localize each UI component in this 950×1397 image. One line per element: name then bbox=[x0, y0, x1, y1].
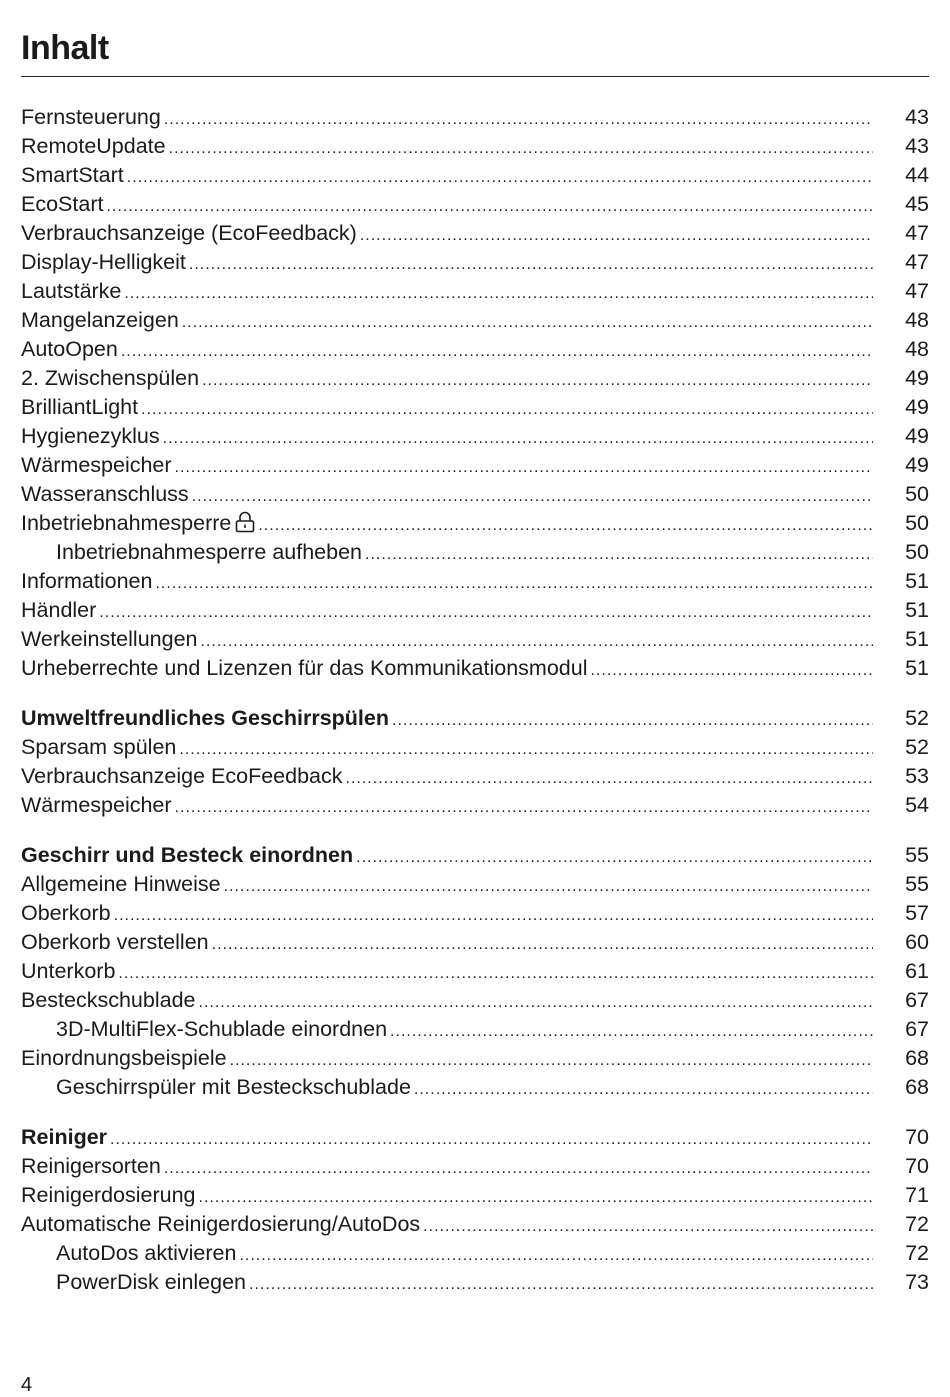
dot-leader bbox=[121, 337, 873, 366]
toc-subentry[interactable] bbox=[21, 1073, 929, 1102]
dot-leader bbox=[199, 988, 874, 1017]
dot-leader bbox=[164, 105, 873, 134]
toc-entry[interactable] bbox=[21, 248, 929, 277]
toc-entry-text: Werkeinstellungen bbox=[21, 627, 198, 651]
toc-entry-label bbox=[21, 791, 172, 820]
toc-entry[interactable] bbox=[21, 1210, 929, 1239]
toc-subentry[interactable] bbox=[21, 1015, 929, 1044]
toc-page-number: 52 bbox=[905, 706, 929, 730]
toc-entry[interactable] bbox=[21, 567, 929, 596]
toc-entry-label bbox=[21, 928, 209, 957]
toc-subentry[interactable] bbox=[21, 1239, 929, 1268]
toc-entry-label bbox=[21, 704, 389, 733]
toc-entry-label bbox=[21, 132, 166, 161]
toc-section bbox=[21, 1123, 929, 1297]
toc-page-number: 72 bbox=[905, 1241, 929, 1265]
toc-entry-label bbox=[21, 567, 152, 596]
dot-leader bbox=[164, 1154, 873, 1183]
toc-entry-text: Geschirr und Besteck einordnen bbox=[21, 843, 354, 867]
toc-page-number: 70 bbox=[905, 1125, 929, 1149]
dot-leader bbox=[414, 1075, 873, 1104]
toc-entry-label bbox=[21, 422, 160, 451]
toc-entry[interactable] bbox=[21, 957, 929, 986]
toc-subentry[interactable] bbox=[21, 538, 929, 567]
toc-entry-label bbox=[21, 1123, 107, 1152]
toc-entry-label bbox=[21, 509, 255, 541]
dot-leader bbox=[249, 1270, 873, 1299]
toc-entry-label bbox=[56, 1268, 246, 1297]
toc-entry-label bbox=[21, 957, 115, 986]
toc-page-number: 43 bbox=[905, 105, 929, 129]
toc-entry-text: Hygienezyklus bbox=[21, 424, 160, 448]
dot-leader bbox=[127, 163, 873, 192]
toc-entry-label bbox=[21, 306, 179, 335]
toc-entry-label bbox=[21, 1210, 420, 1239]
dot-leader bbox=[212, 930, 873, 959]
toc-page-number: 67 bbox=[905, 988, 929, 1012]
dot-leader bbox=[258, 511, 873, 540]
toc-page-number: 61 bbox=[905, 959, 929, 983]
toc-page-number: 57 bbox=[905, 901, 929, 925]
toc-page-number: 43 bbox=[905, 134, 929, 158]
dot-leader bbox=[155, 569, 873, 598]
toc-entry-text: AutoDos aktivieren bbox=[56, 1241, 237, 1265]
toc-entry[interactable] bbox=[21, 306, 929, 335]
toc-entry[interactable] bbox=[21, 986, 929, 1015]
toc-entry-label bbox=[21, 480, 189, 509]
toc-page-number: 45 bbox=[905, 192, 929, 216]
toc-page-number: 51 bbox=[905, 569, 929, 593]
toc-page-number: 70 bbox=[905, 1154, 929, 1178]
dot-leader bbox=[192, 482, 873, 511]
toc-entry-label bbox=[21, 1152, 161, 1181]
toc-entry[interactable] bbox=[21, 132, 929, 161]
toc-page-number: 73 bbox=[905, 1270, 929, 1294]
toc-entry-text: Informationen bbox=[21, 569, 153, 593]
toc-entry-label bbox=[21, 733, 176, 762]
toc-entry[interactable] bbox=[21, 161, 929, 190]
dot-leader bbox=[182, 308, 873, 337]
toc-entry-label bbox=[21, 451, 172, 480]
toc-entry-label bbox=[21, 625, 197, 654]
toc-entry-label bbox=[21, 161, 124, 190]
toc-page-number: 48 bbox=[905, 337, 929, 361]
toc-entry[interactable] bbox=[21, 733, 929, 762]
toc-page-number: 50 bbox=[905, 482, 929, 506]
toc-entry-text: 2. Zwischenspülen bbox=[21, 366, 200, 390]
toc-page-number: 68 bbox=[905, 1046, 929, 1070]
toc-subentry[interactable] bbox=[21, 1268, 929, 1297]
toc-entry-text: Allgemeine Hinweise bbox=[21, 872, 221, 896]
padlock-icon bbox=[235, 511, 255, 541]
toc-entry-text: Display-Helligkeit bbox=[21, 250, 186, 274]
dot-leader bbox=[175, 453, 873, 482]
toc-page-number: 49 bbox=[905, 453, 929, 477]
toc-page-number: 67 bbox=[905, 1017, 929, 1041]
toc-page-number: 48 bbox=[905, 308, 929, 332]
table-of-contents bbox=[21, 103, 929, 1297]
dot-leader bbox=[199, 1183, 874, 1212]
toc-entry-label bbox=[56, 1239, 236, 1268]
toc-entry-label bbox=[21, 899, 111, 928]
toc-entry-label bbox=[21, 393, 138, 422]
dot-leader bbox=[230, 1046, 873, 1075]
toc-entry-label bbox=[21, 1181, 196, 1210]
toc-entry-text: 3D-MultiFlex-Schublade einordnen bbox=[56, 1017, 388, 1041]
dot-leader bbox=[423, 1212, 873, 1241]
dot-leader bbox=[179, 735, 873, 764]
dot-leader bbox=[360, 221, 873, 250]
toc-section bbox=[21, 704, 929, 820]
toc-entry-text: Oberkorb bbox=[21, 901, 111, 925]
toc-entry-text: Automatische Reinigerdosierung/AutoDos bbox=[21, 1212, 421, 1236]
toc-entry-label bbox=[21, 986, 196, 1015]
toc-entry-text: Reiniger bbox=[21, 1125, 108, 1149]
toc-entry-text: Händler bbox=[21, 598, 97, 622]
toc-entry[interactable] bbox=[21, 1152, 929, 1181]
dot-leader bbox=[356, 843, 873, 872]
toc-entry-text: Fernsteuerung bbox=[21, 105, 161, 129]
toc-entry[interactable] bbox=[21, 899, 929, 928]
toc-page-number: 51 bbox=[905, 598, 929, 622]
toc-entry[interactable] bbox=[21, 451, 929, 480]
toc-entry-text: Oberkorb verstellen bbox=[21, 930, 209, 954]
toc-entry-text: Inbetriebnahmesperre bbox=[21, 511, 232, 535]
toc-entry-label bbox=[56, 1015, 387, 1044]
toc-page-number: 68 bbox=[905, 1075, 929, 1099]
toc-entry-label bbox=[21, 219, 357, 248]
toc-entry[interactable] bbox=[21, 335, 929, 364]
dot-leader bbox=[392, 706, 873, 735]
toc-chapter-entry[interactable] bbox=[21, 704, 929, 733]
toc-entry[interactable] bbox=[21, 190, 929, 219]
footer-page-number: 4 bbox=[21, 1374, 33, 1396]
toc-entry-text: Unterkorb bbox=[21, 959, 116, 983]
toc-page-number: 72 bbox=[905, 1212, 929, 1236]
dot-leader bbox=[390, 1017, 873, 1046]
toc-entry-label bbox=[21, 596, 96, 625]
toc-entry-label bbox=[21, 277, 121, 306]
toc-entry-text: Verbrauchsanzeige (EcoFeedback) bbox=[21, 221, 357, 245]
toc-page-number: 47 bbox=[905, 279, 929, 303]
dot-leader bbox=[224, 872, 873, 901]
toc-entry-text: Wärmespeicher bbox=[21, 793, 172, 817]
toc-entry-text: Urheberrechte und Lizenzen für das Kommunikationsmodul bbox=[21, 656, 588, 680]
toc-entry[interactable] bbox=[21, 393, 929, 422]
toc-entry[interactable] bbox=[21, 219, 929, 248]
toc-entry-label bbox=[56, 1073, 411, 1102]
toc-page-number: 71 bbox=[905, 1183, 929, 1207]
toc-entry[interactable] bbox=[21, 791, 929, 820]
toc-entry[interactable] bbox=[21, 596, 929, 625]
dot-leader bbox=[346, 764, 873, 793]
toc-page-number: 55 bbox=[905, 872, 929, 896]
toc-page-number: 49 bbox=[905, 366, 929, 390]
toc-page-number: 53 bbox=[905, 764, 929, 788]
toc-section bbox=[21, 841, 929, 1102]
dot-leader bbox=[239, 1241, 873, 1270]
title-divider bbox=[21, 76, 929, 77]
dot-leader bbox=[110, 1125, 873, 1154]
toc-entry-text: Einordnungsbeispiele bbox=[21, 1046, 227, 1070]
toc-section bbox=[21, 103, 929, 683]
toc-entry-label bbox=[21, 103, 161, 132]
toc-page-number: 50 bbox=[905, 511, 929, 535]
dot-leader bbox=[163, 424, 873, 453]
toc-entry-label bbox=[21, 841, 353, 870]
toc-entry[interactable] bbox=[21, 762, 929, 791]
toc-entry-label bbox=[21, 248, 186, 277]
toc-entry-label bbox=[21, 654, 587, 683]
toc-entry-text: Geschirrspüler mit Besteckschublade bbox=[56, 1075, 411, 1099]
toc-entry-text: Wärmespeicher bbox=[21, 453, 172, 477]
toc-entry-text: Besteckschublade bbox=[21, 988, 196, 1012]
toc-page-number: 60 bbox=[905, 930, 929, 954]
toc-entry-text: Inbetriebnahmesperre aufheben bbox=[56, 540, 362, 564]
dot-leader bbox=[124, 279, 873, 308]
dot-leader bbox=[141, 395, 873, 424]
toc-entry-text: PowerDisk einlegen bbox=[56, 1270, 247, 1294]
toc-page-number: 49 bbox=[905, 395, 929, 419]
toc-entry-label bbox=[21, 364, 199, 393]
toc-entry-text: Sparsam spülen bbox=[21, 735, 177, 759]
toc-entry[interactable] bbox=[21, 103, 929, 132]
toc-entry-text: AutoOpen bbox=[21, 337, 118, 361]
toc-entry-text: Reinigersorten bbox=[21, 1154, 161, 1178]
toc-entry-text: BrilliantLight bbox=[21, 395, 139, 419]
toc-entry[interactable] bbox=[21, 1044, 929, 1073]
dot-leader bbox=[175, 793, 873, 822]
toc-page-number: 47 bbox=[905, 221, 929, 245]
dot-leader bbox=[189, 250, 873, 279]
dot-leader bbox=[365, 540, 873, 569]
toc-entry[interactable] bbox=[21, 422, 929, 451]
toc-entry-text: Verbrauchsanzeige EcoFeedback bbox=[21, 764, 343, 788]
toc-page-number: 52 bbox=[905, 735, 929, 759]
dot-leader bbox=[114, 901, 873, 930]
dot-leader bbox=[99, 598, 873, 627]
toc-page-number: 44 bbox=[905, 163, 929, 187]
toc-entry-text: RemoteUpdate bbox=[21, 134, 166, 158]
toc-page-number: 49 bbox=[905, 424, 929, 448]
toc-entry[interactable] bbox=[21, 1181, 929, 1210]
toc-entry[interactable] bbox=[21, 364, 929, 393]
toc-entry-text: Mangelanzeigen bbox=[21, 308, 179, 332]
toc-page-number: 51 bbox=[905, 656, 929, 680]
toc-entry-text: EcoStart bbox=[21, 192, 104, 216]
toc-entry[interactable] bbox=[21, 654, 929, 683]
toc-page-number: 47 bbox=[905, 250, 929, 274]
toc-entry[interactable] bbox=[21, 625, 929, 654]
dot-leader bbox=[590, 656, 873, 685]
toc-entry-text: Lautstärke bbox=[21, 279, 122, 303]
toc-page-number: 54 bbox=[905, 793, 929, 817]
toc-entry[interactable] bbox=[21, 509, 929, 538]
toc-entry[interactable] bbox=[21, 277, 929, 306]
toc-entry[interactable] bbox=[21, 928, 929, 957]
toc-page-number: 55 bbox=[905, 843, 929, 867]
dot-leader bbox=[118, 959, 873, 988]
toc-entry-label bbox=[56, 538, 362, 567]
toc-entry-label bbox=[21, 1044, 227, 1073]
toc-page-number: 50 bbox=[905, 540, 929, 564]
toc-entry-text: SmartStart bbox=[21, 163, 124, 187]
page-title: Inhalt bbox=[21, 29, 109, 67]
toc-entry-label bbox=[21, 335, 118, 364]
toc-chapter-entry[interactable] bbox=[21, 1123, 929, 1152]
dot-leader bbox=[106, 192, 873, 221]
dot-leader bbox=[169, 134, 873, 163]
toc-entry-text: Reinigerdosierung bbox=[21, 1183, 196, 1207]
toc-page-number: 51 bbox=[905, 627, 929, 651]
toc-entry-text: Wasseranschluss bbox=[21, 482, 189, 506]
toc-entry-text: Umweltfreundliches Geschirrspülen bbox=[21, 706, 389, 730]
toc-entry-label bbox=[21, 190, 103, 219]
dot-leader bbox=[202, 366, 873, 395]
toc-entry-label bbox=[21, 870, 221, 899]
toc-entry[interactable] bbox=[21, 480, 929, 509]
toc-entry-label bbox=[21, 762, 343, 791]
toc-chapter-entry[interactable] bbox=[21, 841, 929, 870]
toc-entry[interactable] bbox=[21, 870, 929, 899]
dot-leader bbox=[200, 627, 873, 656]
